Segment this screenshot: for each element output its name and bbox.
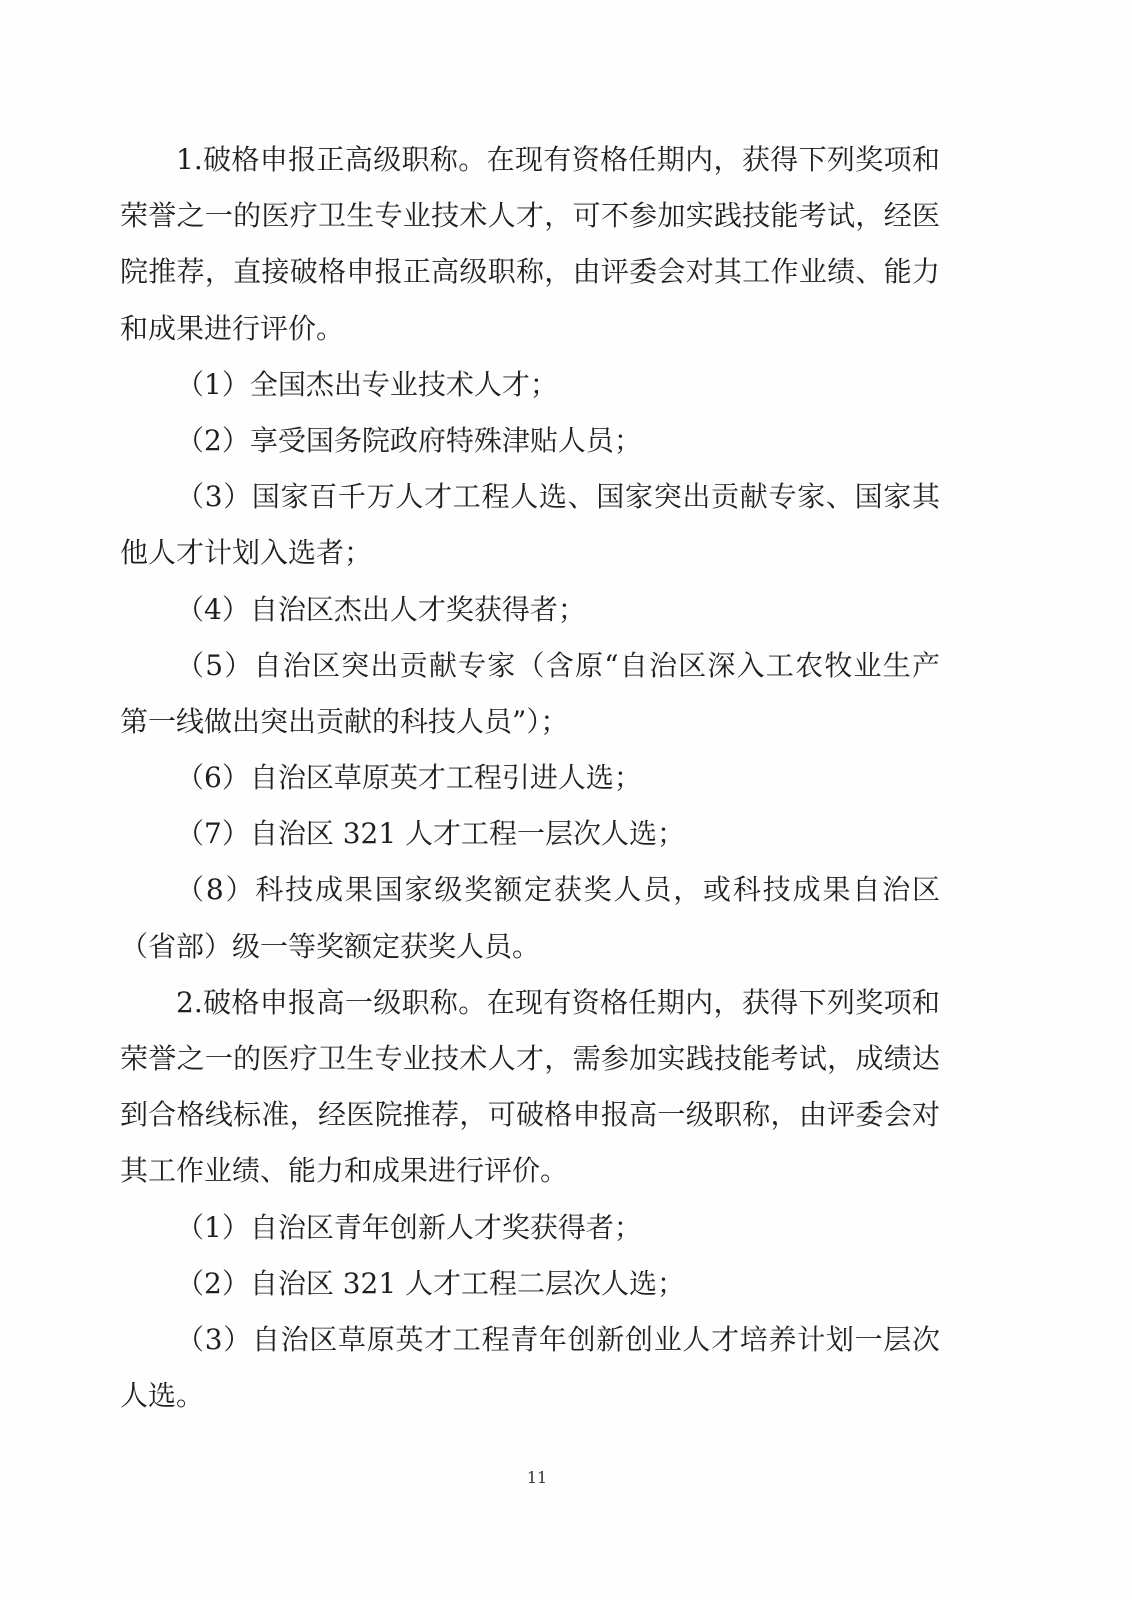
paragraph-line: （7）自治区 321 人才工程一层次人选； <box>176 817 686 851</box>
paragraph-line: 人选。 <box>120 1379 205 1413</box>
paragraph-line: 1.破格申报正高级职称。在现有资格任期内，获得下列奖项和 <box>176 143 940 176</box>
section-1-item-7 <box>120 806 940 862</box>
section-1-item-8 <box>120 862 940 974</box>
paragraph-line: （3）国家百千万人才工程人选、国家突出贡献专家、国家其 <box>176 480 940 514</box>
section-1-item-2 <box>120 413 940 469</box>
section-1-heading-paragraph <box>120 132 940 357</box>
paragraph-line: 他人才计划入选者； <box>120 536 373 570</box>
paragraph-line: （5）自治区突出贡献专家（含原“自治区深入工农牧业生产 <box>176 648 940 682</box>
section-2-item-3 <box>120 1312 940 1424</box>
paragraph-line: （6）自治区草原英才工程引进人选； <box>176 761 642 795</box>
paragraph-line: 到合格线标准，经医院推荐，可破格申报高一级职称，由评委会对 <box>120 1098 940 1132</box>
paragraph-line: 荣誉之一的医疗卫生专业技术人才，可不参加实践技能考试，经医 <box>120 199 940 233</box>
document-body <box>120 132 940 1424</box>
paragraph-line: 和成果进行评价。 <box>120 311 345 345</box>
paragraph-line: （8）科技成果国家级奖额定获奖人员，或科技成果自治区 <box>176 873 940 907</box>
section-2-item-1 <box>120 1200 940 1256</box>
paragraph-line: （1）全国杰出专业技术人才； <box>176 367 558 401</box>
paragraph-line: 第一线做出突出贡献的科技人员”）； <box>120 704 569 738</box>
page-number: 11 <box>526 1468 548 1487</box>
section-2-heading-paragraph <box>120 975 940 1200</box>
paragraph-line: 其工作业绩、能力和成果进行评价。 <box>120 1154 569 1188</box>
paragraph-line: （1）自治区青年创新人才奖获得者； <box>176 1210 642 1244</box>
paragraph-line: 荣誉之一的医疗卫生专业技术人才，需参加实践技能考试，成绩达 <box>120 1042 940 1075</box>
section-2-item-2 <box>120 1256 940 1312</box>
section-1-item-5 <box>120 638 940 750</box>
paragraph-line: （省部）级一等奖额定获奖人员。 <box>120 929 541 963</box>
paragraph-line: （4）自治区杰出人才奖获得者； <box>176 592 586 626</box>
section-1-item-3 <box>120 469 940 581</box>
section-1-item-4 <box>120 582 940 638</box>
paragraph-line: 院推荐，直接破格申报正高级职称，由评委会对其工作业绩、能力 <box>120 255 940 289</box>
paragraph-line: （2）享受国务院政府特殊津贴人员； <box>176 423 642 457</box>
paragraph-line: （2）自治区 321 人才工程二层次人选； <box>176 1266 686 1300</box>
section-1-item-1 <box>120 357 940 413</box>
section-1-item-6 <box>120 750 940 806</box>
paragraph-line: 2.破格申报高一级职称。在现有资格任期内，获得下列奖项和 <box>176 985 940 1019</box>
paragraph-line: （3）自治区草原英才工程青年创新创业人才培养计划一层次 <box>176 1322 940 1356</box>
